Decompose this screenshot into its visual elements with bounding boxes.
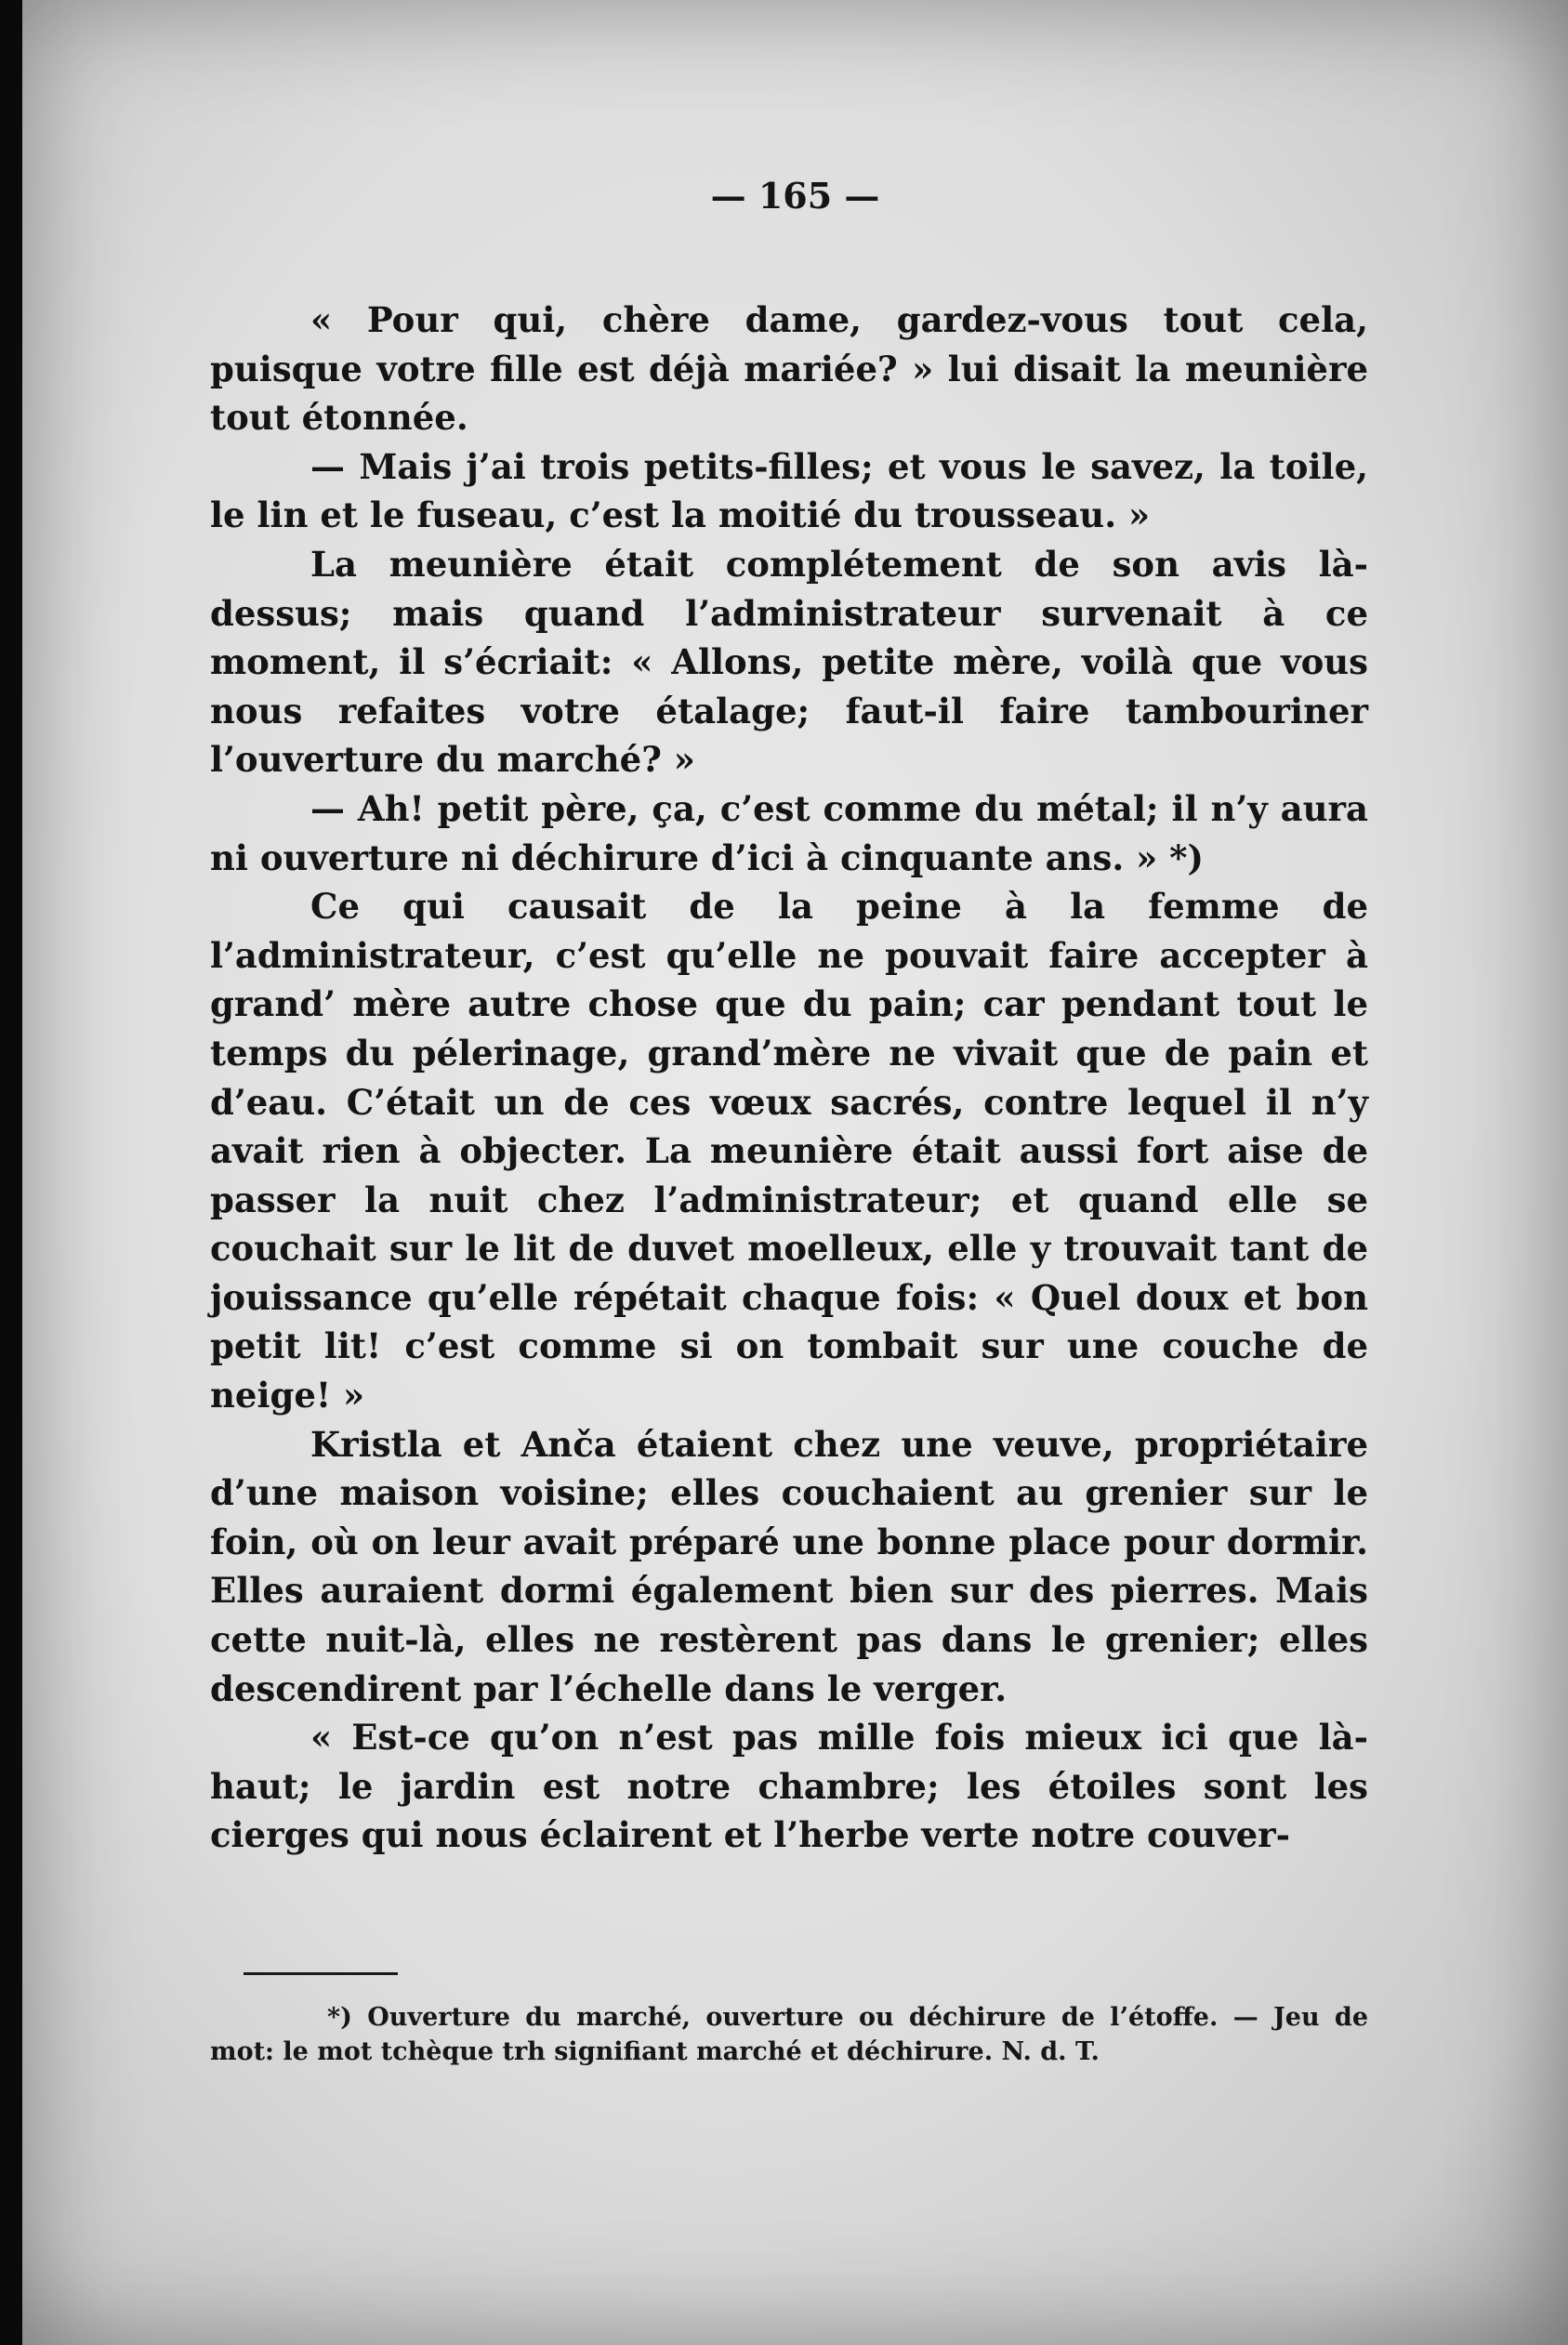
- footnote: [210, 2000, 1368, 2069]
- paragraph: — Mais j’ai trois petits-filles; et vous le savez, la toile, le lin et le fuseau, c’est la moitié du trousseau. »: [210, 445, 1368, 536]
- page-number: — 165 —: [710, 175, 880, 217]
- body-text: [210, 296, 1368, 1860]
- scan-edge: [0, 0, 22, 2345]
- paragraph: Kristla et Anča étaient chez une veuve, propriétaire d’une maison voisine; elles couchaient au grenier sur le foin, où on leur avait préparé une bonne place pour dormir. Elles auraient dormi également bien sur des pierres. Mais cette nuit-là, elles ne restèrent pas dans le grenier; elles descendirent par l’échelle dans le verger.: [210, 1423, 1368, 1709]
- paragraph: Ce qui causait de la peine à la femme de l’administrateur, c’est qu’elle ne pouvait faire accepter à grand’ mère autre chose que du pain; car pendant tout le temps du pélerinage, grand’mère ne vivait que de pain et d’eau. C’était un de ces vœux sacrés, contre lequel il n’y avait rien à objecter. La meunière était aussi fort aise de passer la nuit chez l’administrateur; et quand elle se couchait sur le lit de duvet moelleux, elle y trouvait tant de jouissance qu’elle répétait chaque fois: « Quel doux et bon petit lit! c’est comme si on tombait sur une couche de neige! »: [210, 886, 1368, 1416]
- paragraph: « Pour qui, chère dame, gardez-vous tout cela, puisque votre fille est déjà mariée? » lui disait la meunière tout étonnée.: [210, 299, 1368, 439]
- footnote-text: *) Ouverture du marché, ouverture ou déchirure de l’étoffe. — Jeu de mot: le mot tchèque trh signifiant marché et déchirure. N. d. T.: [210, 2003, 1368, 2066]
- paragraph: « Est-ce qu’on n’est pas mille fois mieux ici que là-haut; le jardin est notre chambre; les étoiles sont les cierges qui nous éclairent et l’herbe verte notre couver-: [210, 1717, 1368, 1856]
- book-page: [22, 0, 1568, 2345]
- footnote-separator: [244, 1972, 398, 1975]
- paragraph: La meunière était complétement de son avis là-dessus; mais quand l’administrateur survenait à ce moment, il s’écriait: « Allons, petite mère, voilà que vous nous refaites votre étalage; faut-il faire tambouriner l’ouverture du marché? »: [210, 543, 1368, 781]
- paragraph: — Ah! petit père, ça, c’est comme du métal; il n’y aura ni ouverture ni déchirure d’ici à cinquante ans. » *): [210, 787, 1368, 878]
